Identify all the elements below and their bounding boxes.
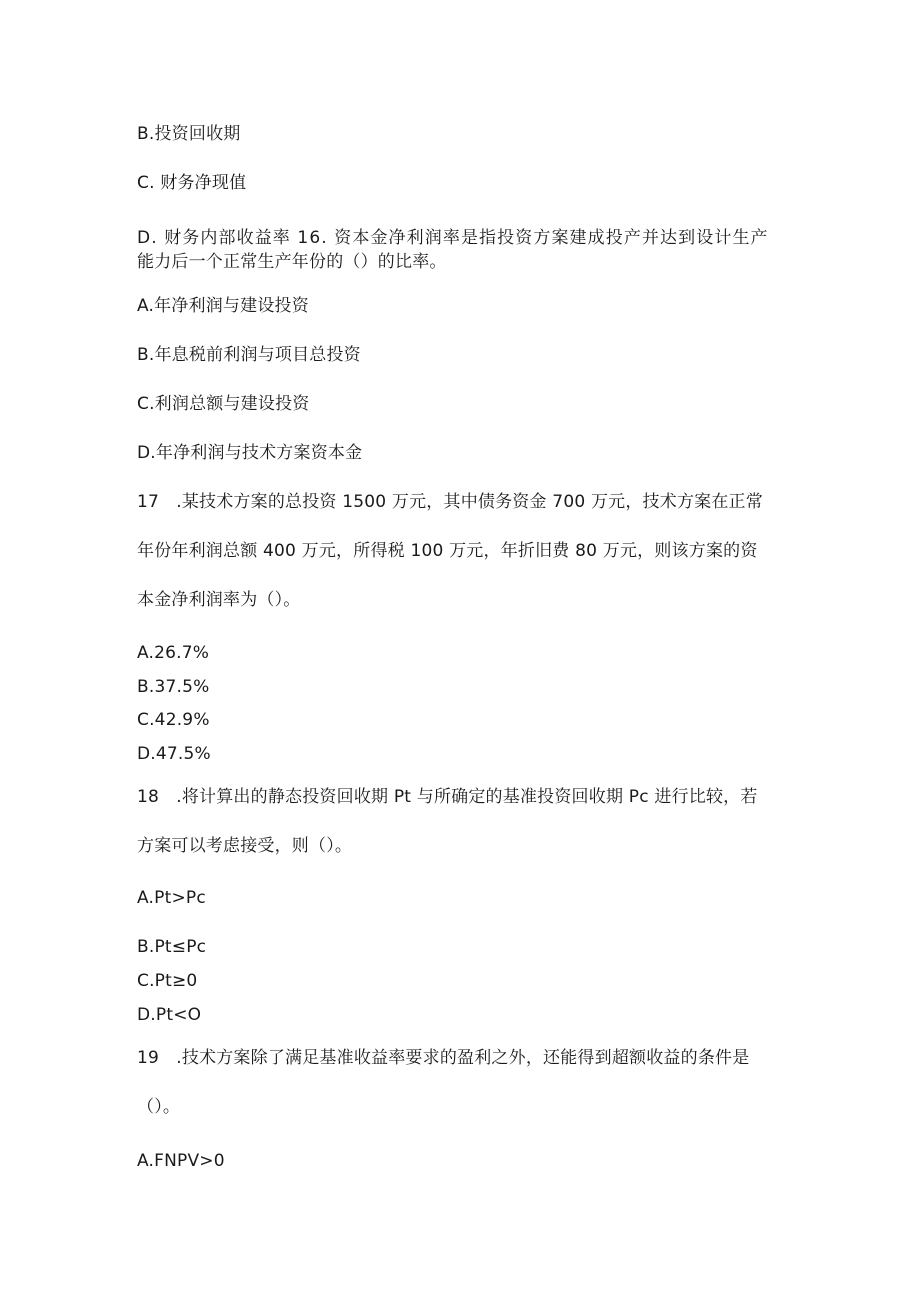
q16-option-c: C.利润总额与建设投资 <box>137 394 310 414</box>
q18-option-b: B.Pt≤Pc <box>137 937 207 957</box>
q17-option-c: C.42.9% <box>137 710 210 730</box>
q17-question: 17 .某技术方案的总投资 1500 万元，其中债务资金 700 万元，技术方案在正常 <box>137 492 763 512</box>
q18-question: 18 .将计算出的静态投资回收期 Pt 与所确定的基准投资回收期 Pc 进行比较，若 <box>137 787 758 807</box>
q15-option-c: C. 财务净现值 <box>137 173 247 193</box>
q18-option-a: A.Pt>Pc <box>137 888 206 908</box>
q19-question-cont: （）。 <box>137 1097 181 1117</box>
q18-question-cont: 方案可以考虑接受，则（）。 <box>137 836 353 856</box>
q16-option-a: A.年净利润与建设投资 <box>137 296 309 316</box>
q18-option-c: C.Pt≥0 <box>137 971 198 991</box>
q17-option-d: D.47.5% <box>137 744 211 764</box>
q16-option-b: B.年息税前利润与项目总投资 <box>137 345 361 365</box>
q17-option-b: B.37.5% <box>137 677 210 697</box>
q18-option-d: D.Pt<O <box>137 1005 202 1025</box>
q19-question: 19 .技术方案除了满足基准收益率要求的盈利之外，还能得到超额收益的条件是 <box>137 1048 750 1068</box>
q17-option-a: A.26.7% <box>137 643 210 663</box>
q15-option-b: B.投资回收期 <box>137 124 241 144</box>
q16-option-d: D.年净利润与技术方案资本金 <box>137 443 363 463</box>
q19-option-a: A.FNPV>0 <box>137 1151 225 1171</box>
q17-question-cont: 年份年利润总额 400 万元，所得税 100 万元，年折旧费 80 万元，则该方案的资 <box>137 541 758 561</box>
q16-question-cont: 能力后一个正常生产年份的（）的比率。 <box>137 252 447 272</box>
q17-question-end: 本金净利润率为（）。 <box>137 590 301 610</box>
q15-option-d-q16-question: D. 财务内部收益率 16. 资本金净利润率是指投资方案建成投产并达到设计生产 <box>137 228 769 248</box>
